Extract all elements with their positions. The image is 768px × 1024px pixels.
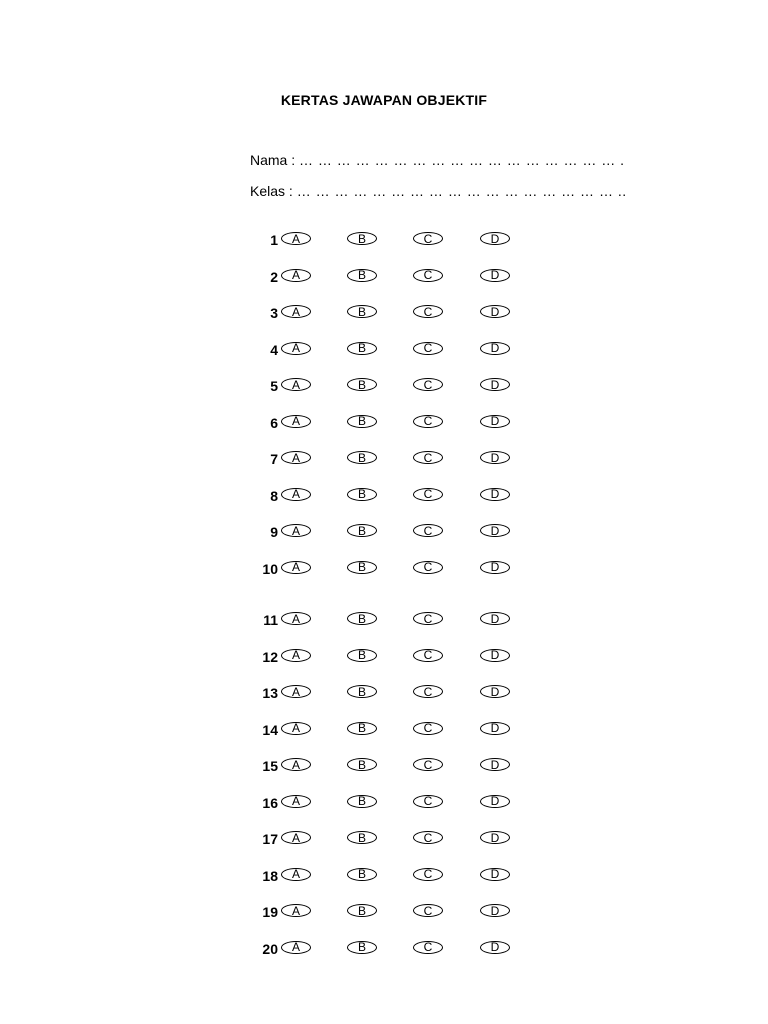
question-row bbox=[0, 720, 768, 740]
answer-bubble-d[interactable]: D bbox=[480, 415, 510, 428]
answer-bubble-b[interactable]: B bbox=[347, 524, 377, 537]
answer-bubble-d[interactable]: D bbox=[480, 722, 510, 735]
question-number: 6 bbox=[270, 414, 278, 431]
answer-bubble-d[interactable]: D bbox=[480, 904, 510, 917]
question-row bbox=[0, 340, 768, 360]
question-number: 16 bbox=[262, 794, 278, 811]
question-row bbox=[0, 230, 768, 250]
question-number: 2 bbox=[270, 268, 278, 285]
answer-bubble-c[interactable]: C bbox=[413, 488, 443, 501]
answer-bubble-b[interactable]: B bbox=[347, 649, 377, 662]
answer-bubble-b[interactable]: B bbox=[347, 685, 377, 698]
answer-bubble-a[interactable]: A bbox=[281, 831, 311, 844]
nama-field bbox=[250, 152, 625, 168]
answer-bubble-a[interactable]: A bbox=[281, 305, 311, 318]
answer-bubble-c[interactable]: C bbox=[413, 795, 443, 808]
question-number: 8 bbox=[270, 487, 278, 504]
answer-bubble-d[interactable]: D bbox=[480, 524, 510, 537]
question-number: 20 bbox=[262, 940, 278, 957]
answer-bubble-b[interactable]: B bbox=[347, 415, 377, 428]
answer-bubble-b[interactable]: B bbox=[347, 488, 377, 501]
question-row bbox=[0, 522, 768, 542]
question-number: 19 bbox=[262, 904, 278, 920]
question-number: 4 bbox=[270, 341, 278, 358]
answer-bubble-c[interactable]: C bbox=[413, 612, 443, 625]
answer-bubble-c[interactable]: C bbox=[413, 378, 443, 391]
kelas-field bbox=[250, 183, 627, 199]
answer-bubble-b[interactable]: B bbox=[347, 612, 377, 625]
answer-bubble-a[interactable]: A bbox=[281, 758, 311, 771]
question-number: 17 bbox=[262, 831, 278, 847]
answer-bubble-a[interactable]: A bbox=[281, 795, 311, 808]
answer-bubble-a[interactable]: A bbox=[281, 904, 311, 917]
answer-bubble-c[interactable]: C bbox=[413, 868, 443, 881]
question-row bbox=[0, 486, 768, 506]
answer-bubble-a[interactable]: A bbox=[281, 415, 311, 428]
question-row bbox=[0, 939, 768, 959]
question-row bbox=[0, 267, 768, 287]
answer-bubble-a[interactable]: A bbox=[281, 941, 311, 954]
answer-bubble-a[interactable]: A bbox=[281, 488, 311, 501]
question-row bbox=[0, 413, 768, 433]
answer-bubble-d[interactable]: D bbox=[480, 451, 510, 464]
answer-bubble-a[interactable]: A bbox=[281, 612, 311, 625]
answer-bubble-b[interactable]: B bbox=[347, 831, 377, 844]
answer-bubble-a[interactable]: A bbox=[281, 722, 311, 735]
answer-bubble-c[interactable]: C bbox=[413, 685, 443, 698]
answer-bubble-b[interactable]: B bbox=[347, 904, 377, 917]
question-row bbox=[0, 902, 768, 922]
question-row bbox=[0, 610, 768, 630]
question-number: 12 bbox=[262, 648, 278, 665]
answer-bubble-d[interactable]: D bbox=[480, 649, 510, 662]
answer-bubble-d[interactable]: D bbox=[480, 795, 510, 808]
answer-bubble-b[interactable]: B bbox=[347, 868, 377, 881]
question-row bbox=[0, 756, 768, 776]
question-number: 15 bbox=[262, 758, 278, 774]
answer-bubble-c[interactable]: C bbox=[413, 269, 443, 282]
answer-bubble-b[interactable]: B bbox=[347, 795, 377, 808]
question-number: 9 bbox=[270, 524, 278, 540]
answer-bubble-c[interactable]: C bbox=[413, 561, 443, 574]
answer-bubble-b[interactable]: B bbox=[347, 941, 377, 954]
answer-bubble-b[interactable]: B bbox=[347, 342, 377, 355]
kelas-dots: … … … … … … … … … … … … … … … … … .. bbox=[296, 183, 627, 199]
answer-bubble-d[interactable]: D bbox=[480, 488, 510, 501]
page-title: KERTAS JAWAPAN OBJEKTIF bbox=[280, 92, 488, 108]
answer-bubble-b[interactable]: B bbox=[347, 305, 377, 318]
answer-bubble-a[interactable]: A bbox=[281, 524, 311, 537]
question-row bbox=[0, 376, 768, 396]
answer-bubble-d[interactable]: D bbox=[480, 378, 510, 391]
answer-bubble-a[interactable]: A bbox=[281, 232, 311, 245]
question-row bbox=[0, 449, 768, 469]
answer-bubble-c[interactable]: C bbox=[413, 904, 443, 917]
answer-bubble-a[interactable]: A bbox=[281, 868, 311, 881]
question-number: 7 bbox=[270, 451, 278, 467]
question-row bbox=[0, 559, 768, 579]
question-number: 18 bbox=[262, 867, 278, 884]
answer-bubble-a[interactable]: A bbox=[281, 451, 311, 464]
answer-bubble-c[interactable]: C bbox=[413, 831, 443, 844]
answer-bubble-d[interactable]: D bbox=[480, 342, 510, 355]
question-number: 11 bbox=[263, 612, 278, 628]
answer-bubble-c[interactable]: C bbox=[413, 649, 443, 662]
answer-bubble-d[interactable]: D bbox=[480, 612, 510, 625]
question-number: 10 bbox=[262, 560, 278, 577]
question-number: 13 bbox=[262, 685, 278, 701]
answer-bubble-c[interactable]: C bbox=[413, 342, 443, 355]
answer-bubble-a[interactable]: A bbox=[281, 342, 311, 355]
answer-bubble-d[interactable]: D bbox=[480, 868, 510, 881]
question-number: 5 bbox=[270, 378, 278, 394]
answer-bubble-b[interactable]: B bbox=[347, 758, 377, 771]
answer-bubble-a[interactable]: A bbox=[281, 378, 311, 391]
answer-bubble-d[interactable]: D bbox=[480, 232, 510, 245]
answer-bubble-b[interactable]: B bbox=[347, 269, 377, 282]
answer-bubble-c[interactable]: C bbox=[413, 524, 443, 537]
answer-bubble-c[interactable]: C bbox=[413, 305, 443, 318]
answer-bubble-b[interactable]: B bbox=[347, 232, 377, 245]
answer-bubble-a[interactable]: A bbox=[281, 561, 311, 574]
question-row bbox=[0, 866, 768, 886]
kelas-label: Kelas : bbox=[250, 183, 293, 199]
answer-bubble-d[interactable]: D bbox=[480, 685, 510, 698]
answer-bubble-a[interactable]: A bbox=[281, 649, 311, 662]
answer-bubble-d[interactable]: D bbox=[480, 831, 510, 844]
question-row bbox=[0, 683, 768, 703]
answer-bubble-c[interactable]: C bbox=[413, 722, 443, 735]
question-number: 3 bbox=[270, 305, 278, 321]
answer-bubble-d[interactable]: D bbox=[480, 758, 510, 771]
question-number: 1 bbox=[270, 232, 278, 248]
answer-bubble-d[interactable]: D bbox=[480, 305, 510, 318]
nama-dots: … … … … … … … … … … … … … … … … … . bbox=[299, 152, 625, 168]
question-row bbox=[0, 793, 768, 813]
answer-bubble-c[interactable]: C bbox=[413, 415, 443, 428]
nama-label: Nama : bbox=[250, 152, 296, 168]
answer-bubble-d[interactable]: D bbox=[480, 941, 510, 954]
answer-bubble-c[interactable]: C bbox=[413, 232, 443, 245]
answer-bubble-b[interactable]: B bbox=[347, 722, 377, 735]
question-number: 14 bbox=[262, 721, 278, 738]
question-row bbox=[0, 303, 768, 323]
answer-bubble-d[interactable]: D bbox=[480, 561, 510, 574]
answer-bubble-c[interactable]: C bbox=[413, 451, 443, 464]
answer-bubble-d[interactable]: D bbox=[480, 269, 510, 282]
answer-bubble-a[interactable]: A bbox=[281, 685, 311, 698]
answer-bubble-b[interactable]: B bbox=[347, 451, 377, 464]
answer-bubble-b[interactable]: B bbox=[347, 561, 377, 574]
question-row bbox=[0, 829, 768, 849]
question-row bbox=[0, 647, 768, 667]
answer-bubble-c[interactable]: C bbox=[413, 941, 443, 954]
answer-bubble-c[interactable]: C bbox=[413, 758, 443, 771]
answer-bubble-b[interactable]: B bbox=[347, 378, 377, 391]
answer-bubble-a[interactable]: A bbox=[281, 269, 311, 282]
